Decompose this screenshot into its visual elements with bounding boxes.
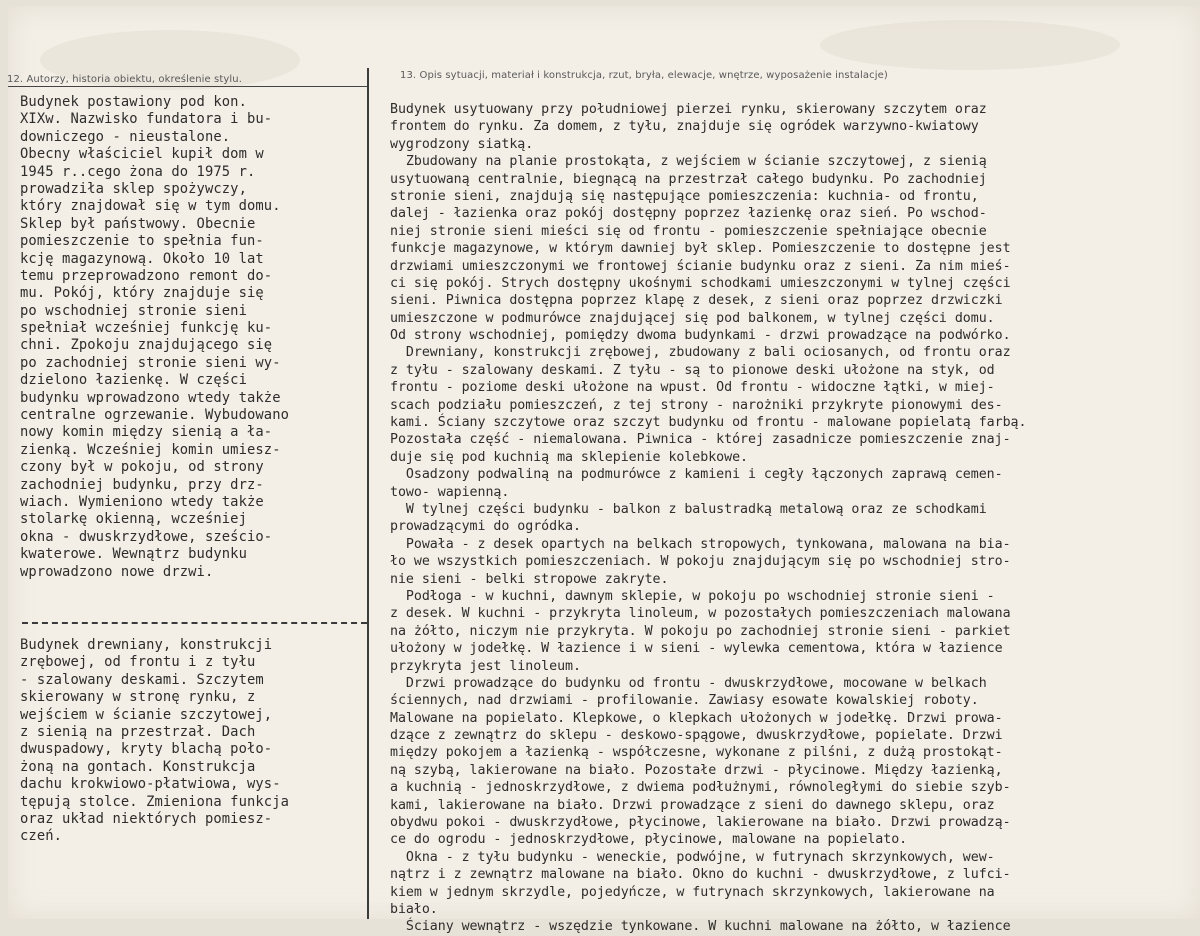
description-text-line: Podłoga - w kuchni, dawnym sklepie, w pokoju po wschodniej stronie sieni - (390, 588, 995, 604)
history-text-block (20, 94, 289, 581)
history-text-line: zienką. Wcześniej komin umiesz- (20, 441, 281, 458)
style-text-line: skierowany w stronę rynku, z (20, 689, 256, 706)
description-text-line: wygrodzony siatką. (390, 136, 534, 152)
description-text-line: duje się pod kuchnią ma sklepienie kolebkowe. (390, 449, 748, 465)
description-text-line: Ściany wewnątrz - wszędzie tynkowane. W kuchni malowane na żółto, w łazience (390, 919, 1011, 935)
description-text-line: drzwiami umieszczonymi we frontowej ścianie budynku oraz z sieni. Za nim mieś- (390, 258, 1011, 274)
description-text-line: biało. (390, 901, 438, 917)
style-text-line: wejściem w ścianie szczytowej, (20, 706, 273, 723)
description-text-line: umieszczone w podmurówce znajdującej się pod balkonem, w tylnej części domu. (390, 310, 995, 326)
description-text-line: niej stronie sieni mieści się od frontu - pomieszczenie spełniające obecnie (390, 223, 987, 239)
history-text-line: centralne ogrzewanie. Wybudowano (20, 407, 290, 424)
style-text-line: zrębowej, od frontu i z tyłu (20, 654, 256, 671)
description-text-line: usytuowaną centralnie, biegnącą na przestrzał całego budynku. Po zachodniej (390, 171, 987, 187)
style-text-line: żoną na gontach. Konstrukcja (20, 758, 256, 775)
description-text-line: dzące z zewnątrz do sklepu - deskowo-spągowe, dwuskrzydłowe, popielate. Drzwi (390, 728, 1003, 744)
description-text-line: między pokojem a łazienką - współczesne, wykonane z pilśni, z dużą prostokąt- (390, 745, 1003, 761)
history-text-line: który znajdował się w tym domu. (20, 198, 281, 215)
history-text-line: Budynek postawiony pod kon. (20, 94, 247, 110)
history-text-line: budynku wprowadzono wtedy także (20, 389, 281, 406)
dashed-separator (22, 622, 367, 624)
style-text-line: tępują stolce. Zmieniona funkcja (20, 793, 290, 810)
description-text-line: Zbudowany na planie prostokąta, z wejściem w ścianie szczytowej, z sienią (390, 154, 987, 170)
description-text-line: kami. Ściany szczytowe oraz szczyt budynku od frontu - malowane popielatą farbą. (390, 415, 1027, 431)
description-text-line: scach podziału pomieszczeń, z tej strony - narożniki przykryte pionowymi des- (390, 397, 1003, 413)
history-text-line: spełniał wcześniej funkcję ku- (20, 320, 273, 337)
section-13-header: 13. Opis sytuacji, materiał i konstrukcja, rzut, bryła, elewacje, wnętrze, wyposażenie instalacje) (400, 70, 888, 81)
description-text-line: frontem do rynku. Za domem, z tyłu, znajduje się ogródek warzywno-kwiatowy (390, 119, 979, 135)
description-text-line: Od strony wschodniej, pomiędzy dwoma budynkami - drzwi prowadzące na podwórko. (390, 328, 1011, 344)
style-text-line: z sienią na przestrzał. Dach (20, 723, 256, 740)
column-divider-line (367, 68, 369, 919)
history-text-line: stolarkę okienną, wcześniej (20, 511, 247, 528)
description-text-line: ce do ogrodu - jednoskrzydłowe, płycinowe, malowane na popielato. (390, 832, 908, 848)
description-text-line: a kuchnią - jednoskrzydłowe, z dwiema podłużnymi, równoległymi do siebie szyb- (390, 780, 1011, 796)
style-text-line: - szalowany deskami. Szczytem (20, 671, 264, 688)
description-text-line: ło we wszystkich pomieszczeniach. W pokoju znajdującym się po wschodniej stro- (390, 554, 1011, 570)
history-text-line: kcję magazynową. Około 10 lat (20, 250, 264, 267)
description-text-line: towo- wapienną. (390, 484, 510, 500)
description-text-line: sieni. Piwnica dostępna poprzez klapę z desek, z sieni oraz poprzez drzwiczki (390, 293, 1003, 309)
description-text-line: na żółto, niczym nie przykryta. W pokoju po zachodniej stronie sieni - parkiet (390, 623, 1011, 639)
history-text-line: XIXw. Nazwisko fundatora i bu- (20, 111, 273, 128)
description-text-line: Osadzony podwaliną na podmurówce z kamieni i cegły łączonych zaprawą cemen- (390, 467, 1003, 483)
description-text-line: z tyłu - szalowany deskami. Z tyłu - są to pionowe deski ułożone na styk, od (390, 362, 995, 378)
description-text-line: nie sieni - belki stropowe zakryte. (390, 571, 669, 587)
history-text-line: Obecny właściciel kupił dom w (20, 146, 264, 163)
description-text-block (390, 101, 1026, 936)
history-text-line: zachodniej budynku, przy drz- (20, 476, 264, 493)
history-text-line: prowadziła sklep spożywczy, (20, 180, 247, 197)
description-text-line: Pozostała część - niemalowana. Piwnica - której zasadnicze pomieszczenie znaj- (390, 432, 1011, 448)
description-text-line: W tylnej części budynku - balkon z balustradką metalową oraz ze schodkami (390, 501, 987, 517)
description-text-line: z desek. W kuchni - przykryta linoleum, w pozostałych pomieszczeniach malowana (390, 606, 1011, 622)
style-text-line: dachu krokwiowo-płatwiowa, wys- (20, 776, 281, 793)
description-text-line: Drewniany, konstrukcji zrębowej, zbudowany z bali ociosanych, od frontu oraz (390, 345, 1011, 361)
history-text-line: okna - dwuskrzydłowe, sześcio- (20, 528, 273, 545)
history-text-line: mu. Pokój, który znajduje się (20, 285, 264, 302)
description-text-line: ną szybą, lakierowane na biało. Pozostałe drzwi - płycinowe. Między łazienką, (390, 762, 1003, 778)
description-text-line: Malowane na popielato. Klepkowe, o klepkach ułożonych w jodełkę. Drzwi prowa- (390, 710, 1003, 726)
description-text-line: Drzwi prowadzące do budynku od frontu - dwuskrzydłowe, mocowane w belkach (390, 675, 987, 691)
description-text-line: frontu - poziome deski ułożone na wpust. Od frontu - widoczne łątki, w miej- (390, 380, 995, 396)
description-text-line: ściennych, nad drzwiami - profilowanie. Zawiasy esowate kowalskiej roboty. (390, 693, 979, 709)
description-text-line: funkcje magazynowe, w którym dawniej był sklep. Pomieszczenie to dostępne jest (390, 241, 1011, 257)
description-text-line: ci się pokój. Strych dostępny ukośnymi schodkami umieszczonymi w tylnej części (390, 275, 1011, 291)
description-text-line: ułożony w jodełkę. W łazience i w sieni - wylewka cementowa, która w łazience (390, 641, 1003, 657)
style-text-line: Budynek drewniany, konstrukcji (20, 637, 273, 653)
description-text-line: kami, lakierowane na biało. Drzwi prowadzące z sieni do dawnego sklepu, oraz (390, 797, 995, 813)
description-text-line: nątrz i z zewnątrz malowane na biało. Okno do kuchni - dwuskrzydłowe, z lufci- (390, 867, 1011, 883)
section-12-header: 12. Autorzy, historia obiektu, określenie stylu. (7, 74, 242, 85)
description-text-line: Powała - z desek opartych na belkach stropowych, tynkowana, malowana na bia- (390, 536, 1011, 552)
history-text-line: czony był w pokoju, od strony (20, 459, 264, 476)
description-text-line: prowadzącymi do ogródka. (390, 519, 581, 535)
history-text-line: dzielono łazienkę. W części (20, 372, 247, 389)
history-text-line: wprowadzono nowe drzwi. (20, 563, 214, 580)
description-text-line: stronie sieni, znajdują się następujące pomieszczenia: kuchnia- od frontu, (390, 188, 979, 204)
header-divider-line (8, 86, 367, 87)
history-text-line: temu przeprowadzono remont do- (20, 267, 273, 284)
description-text-line: kiem w jednym skrzydle, pojedyńcze, w futrynach skrzynkowych, lakierowane na (390, 884, 995, 900)
history-text-line: kwaterowe. Wewnątrz budynku (20, 546, 247, 563)
description-text-line: przykryta jest linoleum. (390, 658, 581, 674)
history-text-line: 1945 r..cego żona do 1975 r. (20, 163, 256, 180)
history-text-line: nowy komin między sienią a ła- (20, 424, 273, 441)
history-text-line: pomieszczenie to spełnia fun- (20, 233, 264, 250)
history-text-line: po zachodniej stronie sieni wy- (20, 354, 281, 371)
paper-stain (820, 20, 1120, 70)
description-text-line: dalej - łazienka oraz pokój dostępny poprzez łazienkę oraz sień. Po wschod- (390, 206, 987, 222)
description-text-line: Budynek usytuowany przy południowej pierzei rynku, skierowany szczytem oraz (390, 102, 987, 117)
history-text-line: po wschodniej stronie sieni (20, 302, 247, 319)
description-text-line: Okna - z tyłu budynku - weneckie, podwójne, w futrynach skrzynkowych, wew- (390, 849, 995, 865)
style-text-line: oraz układ niektórych pomiesz- (20, 810, 273, 827)
style-text-block (20, 637, 289, 846)
history-text-line: chni. Zpokoju znajdującego się (20, 337, 273, 354)
history-text-line: Sklep był państwowy. Obecnie (20, 215, 256, 232)
style-text-line: dwuspadowy, kryty blachą poło- (20, 741, 273, 758)
history-text-line: wiach. Wymieniono wtedy także (20, 493, 264, 510)
history-text-line: downiczego - nieustalone. (20, 128, 231, 145)
style-text-line: czeń. (20, 828, 63, 845)
description-text-line: obydwu pokoi - dwuskrzydłowe, płycinowe, lakierowane na biało. Drzwi prowadzą- (390, 815, 1011, 831)
